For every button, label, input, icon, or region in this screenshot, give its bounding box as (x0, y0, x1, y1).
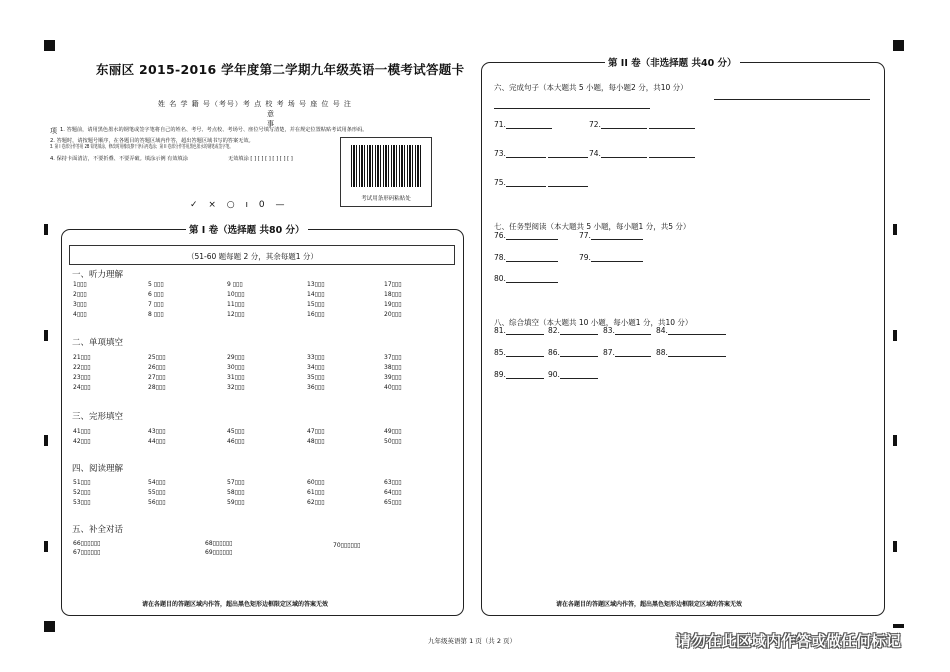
answer-item[interactable]: 15▯▯▯ (307, 301, 325, 308)
answer-item[interactable]: 55▯▯▯ (148, 489, 166, 496)
section-listening: 一、听力理解 (72, 270, 124, 280)
timing-mark (893, 330, 897, 341)
answer-item[interactable]: 56▯▯▯ (148, 499, 166, 506)
section-single-choice: 二、单项填空 (72, 338, 124, 348)
timing-mark (44, 541, 48, 552)
answer-item[interactable]: 33▯▯▯ (307, 354, 325, 361)
q72-num: 72. (589, 120, 601, 129)
q81-num: 81. (494, 326, 506, 335)
answer-item[interactable]: 63▯▯▯ (384, 479, 402, 486)
answer-item[interactable]: 52▯▯▯ (73, 489, 91, 496)
q89[interactable] (494, 370, 544, 379)
answer-item[interactable]: 65▯▯▯ (384, 499, 402, 506)
answer-item[interactable]: 6 ▯▯▯ (148, 291, 164, 298)
answer-item[interactable]: 18▯▯▯ (384, 291, 402, 298)
note-5: 无效填涂 [ ] [ ] [ ] [ ] [ ] [ ] (228, 156, 293, 162)
page-footer: 九年级英语第 1 页（共 2 页） (428, 637, 517, 645)
answer-item[interactable]: 39▯▯▯ (384, 374, 402, 381)
answer-item[interactable]: 14▯▯▯ (307, 291, 325, 298)
part2-box (481, 62, 885, 616)
q72[interactable] (589, 120, 695, 129)
answer-item[interactable]: 31▯▯▯ (227, 374, 245, 381)
q83[interactable] (603, 326, 651, 335)
page-title: 东丽区 2015-2016 学年度第二学期九年级英语一模考试答题卡 (96, 62, 465, 77)
q71-num: 71. (494, 120, 506, 129)
q80[interactable] (494, 274, 558, 283)
q73[interactable] (494, 149, 588, 158)
notice-char: 事 (267, 120, 274, 128)
note-4: 4. 保持卡面清洁，不要折叠、不要弄破。填涂示例 有效填涂 (50, 156, 188, 162)
part2-header: 第 II 卷（非选择题 共40 分） (605, 55, 740, 69)
answer-item[interactable]: 28▯▯▯ (148, 384, 166, 391)
answer-item[interactable]: 19▯▯▯ (384, 301, 402, 308)
registration-mark-bottom-right (893, 624, 904, 628)
answer-line[interactable] (494, 108, 650, 109)
answer-item[interactable]: 57▯▯▯ (227, 479, 245, 486)
q74-num: 74. (589, 149, 601, 158)
q89-num: 89. (494, 370, 506, 379)
answer-item[interactable]: 47▯▯▯ (307, 428, 325, 435)
answer-item[interactable]: 32▯▯▯ (227, 384, 245, 391)
q87-num: 87. (603, 348, 615, 357)
answer-item[interactable]: 69▯▯▯▯▯▯ (205, 549, 233, 556)
answer-item[interactable]: 1▯▯▯ (73, 281, 87, 288)
answer-item[interactable]: 34▯▯▯ (307, 364, 325, 371)
answer-item[interactable]: 11▯▯▯ (227, 301, 245, 308)
answer-item[interactable]: 22▯▯▯ (73, 364, 91, 371)
answer-item[interactable]: 25▯▯▯ (148, 354, 166, 361)
answer-item[interactable]: 60▯▯▯ (307, 479, 325, 486)
answer-item[interactable]: 44▯▯▯ (148, 438, 166, 445)
answer-item[interactable]: 37▯▯▯ (384, 354, 402, 361)
q90[interactable] (548, 370, 598, 379)
q82[interactable] (548, 326, 598, 335)
barcode-area (340, 137, 432, 207)
note-1: 1. 答题前，请用黑色墨水的钢笔或签字笔将自己的姓名、考号、考点校、考场号、座位号填写清楚，并在规定位置粘贴考试用条形码。 (60, 127, 368, 133)
part1-subtitle: （51-60 题每题 2 分，其余每题1 分） (187, 252, 318, 261)
q84[interactable] (656, 326, 726, 335)
section-comprehensive-fill: 八、综合填空（本大题共 10 小题，每小题1 分，共10 分） (494, 318, 693, 327)
q83-num: 83. (603, 326, 615, 335)
answer-item[interactable]: 45▯▯▯ (227, 428, 245, 435)
answer-item[interactable]: 38▯▯▯ (384, 364, 402, 371)
part2-footer: 请在各题目的答题区域内作答，超出黑色矩形边框限定区域的答案无效 (556, 601, 743, 608)
answer-item[interactable]: 17▯▯▯ (384, 281, 402, 288)
answer-item[interactable]: 35▯▯▯ (307, 374, 325, 381)
mark-examples: ✓ × ○ ı 0 — (190, 200, 289, 210)
answer-item[interactable]: 67▯▯▯▯▯▯ (73, 549, 101, 556)
q77[interactable] (579, 231, 643, 240)
answer-item[interactable]: 54▯▯▯ (148, 479, 166, 486)
answer-item[interactable]: 13▯▯▯ (307, 281, 325, 288)
q79-num: 79. (579, 253, 591, 262)
q85[interactable] (494, 348, 544, 357)
answer-item[interactable]: 51▯▯▯ (73, 479, 91, 486)
answer-item[interactable]: 70▯▯▯▯▯▯ (333, 542, 361, 549)
answer-item[interactable]: 27▯▯▯ (148, 374, 166, 381)
answer-item[interactable]: 16▯▯▯ (307, 311, 325, 318)
answer-item[interactable]: 48▯▯▯ (307, 438, 325, 445)
note-2: 2. 答题时，请按题号顺序，在各题目的答题区域内作答，超出答题区域书写的答案无效。 (50, 138, 254, 144)
answer-item[interactable]: 42▯▯▯ (73, 438, 91, 445)
q74[interactable] (589, 149, 695, 158)
q78-num: 78. (494, 253, 506, 262)
q73-num: 73. (494, 149, 506, 158)
q87[interactable] (603, 348, 651, 357)
timing-mark (44, 224, 48, 235)
q88[interactable] (656, 348, 726, 357)
answer-item[interactable]: 23▯▯▯ (73, 374, 91, 381)
answer-item[interactable]: 68▯▯▯▯▯▯ (205, 540, 233, 547)
answer-item[interactable]: 5 ▯▯▯ (148, 281, 164, 288)
answer-item[interactable]: 62▯▯▯ (307, 499, 325, 506)
answer-item[interactable]: 41▯▯▯ (73, 428, 91, 435)
answer-item[interactable]: 26▯▯▯ (148, 364, 166, 371)
answer-item[interactable]: 8 ▯▯▯ (148, 311, 164, 318)
answer-item[interactable]: 58▯▯▯ (227, 489, 245, 496)
answer-item[interactable]: 29▯▯▯ (227, 354, 245, 361)
q80-num: 80. (494, 274, 506, 283)
timing-mark (44, 435, 48, 446)
answer-item[interactable]: 3▯▯▯ (73, 301, 87, 308)
answer-item[interactable]: 61▯▯▯ (307, 489, 325, 496)
answer-item[interactable]: 24▯▯▯ (73, 384, 91, 391)
timing-mark (893, 435, 897, 446)
q77-num: 77. (579, 231, 591, 240)
q79[interactable] (579, 253, 643, 262)
answer-item[interactable]: 50▯▯▯ (384, 438, 402, 445)
answer-item[interactable]: 7 ▯▯▯ (148, 301, 164, 308)
q71[interactable] (494, 120, 552, 129)
q90-num: 90. (548, 370, 560, 379)
registration-mark-top-left (44, 40, 55, 51)
notice-char: 项 (50, 127, 57, 135)
timing-mark (44, 330, 48, 341)
answer-line[interactable] (714, 99, 870, 100)
answer-item[interactable]: 46▯▯▯ (227, 438, 245, 445)
q78[interactable] (494, 253, 558, 262)
answer-item[interactable]: 4▯▯▯ (73, 311, 87, 318)
q84-num: 84. (656, 326, 668, 335)
timing-mark (893, 224, 897, 235)
section-complete-sentences: 六、完成句子（本大题共 5 小题，每小题2 分，共10 分） (494, 83, 688, 92)
answer-item[interactable]: 59▯▯▯ (227, 499, 245, 506)
registration-mark-bottom-left (44, 621, 55, 632)
answer-item[interactable]: 10▯▯▯ (227, 291, 245, 298)
q75-num: 75. (494, 178, 506, 187)
section-task-reading: 七、任务型阅读（本大题共 5 小题，每小题1 分，共5 分） (494, 222, 691, 231)
notice-char: 意 (267, 110, 274, 118)
q85-num: 85. (494, 348, 506, 357)
student-info-line: 姓 名 学 籍 号（考号）考 点 校 考 场 号 座 位 号 注 (158, 100, 352, 108)
timing-mark (893, 541, 897, 552)
answer-item[interactable]: 2▯▯▯ (73, 291, 87, 298)
answer-item[interactable]: 21▯▯▯ (73, 354, 91, 361)
q81[interactable] (494, 326, 544, 335)
answer-item[interactable]: 64▯▯▯ (384, 489, 402, 496)
answer-item[interactable]: 30▯▯▯ (227, 364, 245, 371)
answer-item[interactable]: 49▯▯▯ (384, 428, 402, 435)
part1-box (61, 229, 464, 616)
section-cloze: 三、完形填空 (72, 412, 124, 422)
answer-item[interactable]: 43▯▯▯ (148, 428, 166, 435)
answer-item[interactable]: 66▯▯▯▯▯▯ (73, 540, 101, 547)
q76[interactable] (494, 231, 558, 240)
no-mark-watermark: 请勿在此区域内作答或做任何标记 (676, 632, 902, 650)
q86[interactable] (548, 348, 598, 357)
q86-num: 86. (548, 348, 560, 357)
q75[interactable] (494, 178, 588, 187)
note-3: 3. 第 I 卷部分作答用 2B 铅笔填涂，修改时用橡皮擦干净后再选涂；第 II 卷部分作答用黑色墨水的钢笔或签字笔。 (50, 144, 233, 150)
q88-num: 88. (656, 348, 668, 357)
q82-num: 82. (548, 326, 560, 335)
registration-mark-top-right (893, 40, 904, 51)
barcode-icon (351, 145, 421, 187)
part1-header: 第 I 卷（选择题 共80 分） (186, 222, 308, 236)
answer-item[interactable]: 12▯▯▯ (227, 311, 245, 318)
answer-item[interactable]: 40▯▯▯ (384, 384, 402, 391)
part1-footer: 请在各题目的答题区域内作答，超出黑色矩形边框限定区域的答案无效 (142, 601, 329, 608)
answer-item[interactable]: 36▯▯▯ (307, 384, 325, 391)
section-dialogue: 五、补全对话 (72, 525, 124, 535)
answer-item[interactable]: 53▯▯▯ (73, 499, 91, 506)
answer-item[interactable]: 20▯▯▯ (384, 311, 402, 318)
barcode-label: 考试用条形码粘贴处 (361, 196, 411, 202)
answer-item[interactable]: 9 ▯▯▯ (227, 281, 243, 288)
q76-num: 76. (494, 231, 506, 240)
section-reading: 四、阅读理解 (72, 464, 124, 474)
